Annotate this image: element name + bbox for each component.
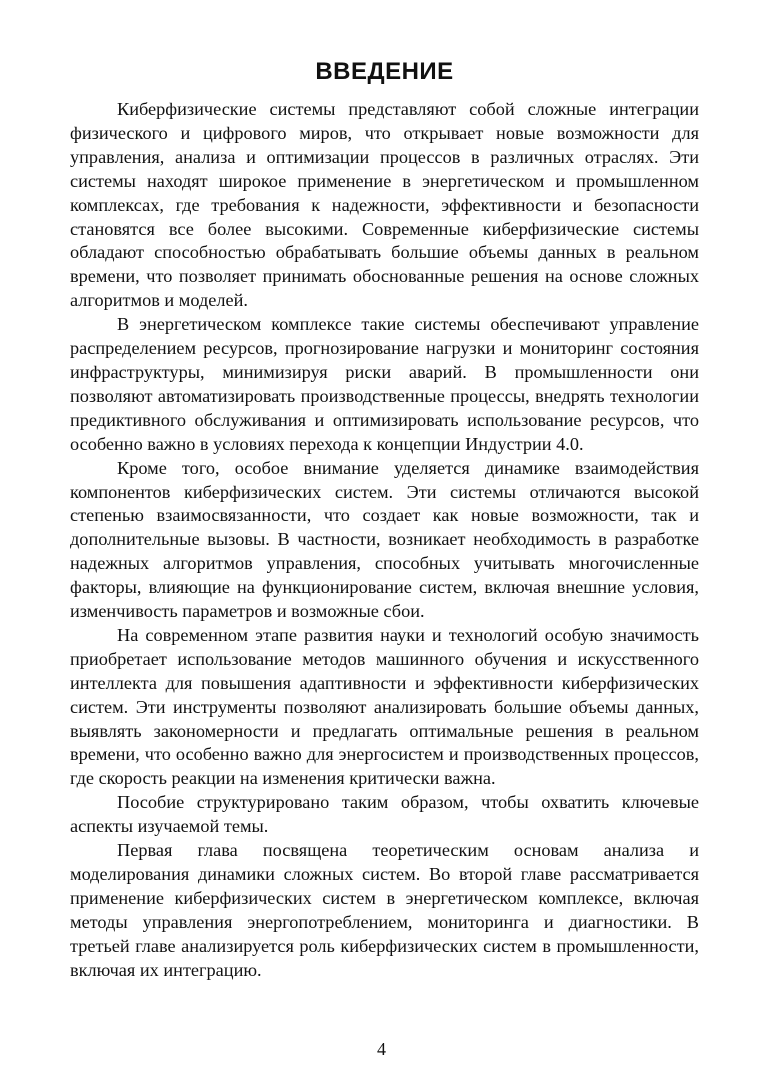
paragraph-5: Пособие структурировано таким образом, чтобы охватить ключевые аспекты изучаемой темы.: [70, 792, 699, 837]
paragraph-6: Первая глава посвящена теоретическим основам анализа и моделирования динамики сложных систем. Во второй главе рассматривается применение киберфизических систем в энергетическом комплексе, включая методы управления энергопотреблением, мониторинга и диагностики. В третьей главе анализируется роль киберфизических систем в промышленности, включая их интеграцию.: [70, 840, 699, 980]
paragraph-3: Кроме того, особое внимание уделяется динамике взаимодействия компонентов киберфизических систем. Эти системы отличаются высокой степенью взаимосвязанности, что создает как новые возможности, так и дополнительные вызовы. В частности, возникает необходимость в разработке надежных алгоритмов управления, способных учитывать многочисленные факторы, влияющие на функционирование систем, включая внешние условия, изменчивость параметров и возможные сбои.: [70, 457, 699, 622]
paragraph-1: Киберфизические системы представляют собой сложные интеграции физического и цифрового миров, что открывает новые возможности для управления, анализа и оптимизации процессов в различных отраслях. Эти системы находят широкое применение в энергетическом и промышленном комплексах, где требования к надежности, эффективности и безопасности становятся все более высокими. Современные киберфизические системы обладают способностью обрабатывать большие объемы данных в реальном времени, что позволяет принимать обоснованные решения на основе сложных алгоритмов и моделей.: [70, 99, 699, 311]
paragraph-2: В энергетическом комплексе такие системы обеспечивают управление распределением ресурсов, прогнозирование нагрузки и мониторинг состояния инфраструктуры, минимизируя риски аварий. В промышленности они позволяют автоматизировать производственные процессы, внедрять технологии предиктивного обслуживания и оптимизировать использование ресурсов, что особенно важно в условиях перехода к концепции Индустрии 4.0.: [70, 314, 699, 454]
paragraph-4: На современном этапе развития науки и технологий особую значимость приобретает использование методов машинного обучения и искусственного интеллекта для повышения адаптивности и эффективности киберфизических систем. Эти инструменты позволяют анализировать большие объемы данных, выявлять закономерности и предлагать оптимальные решения в реальном времени, что особенно важно для энергосистем и производственных процессов, где скорость реакции на изменения критически важна.: [70, 624, 699, 789]
page-title: ВВЕДЕНИЕ: [315, 58, 454, 85]
page-number: 4: [377, 1039, 386, 1059]
body-text: [70, 98, 699, 983]
